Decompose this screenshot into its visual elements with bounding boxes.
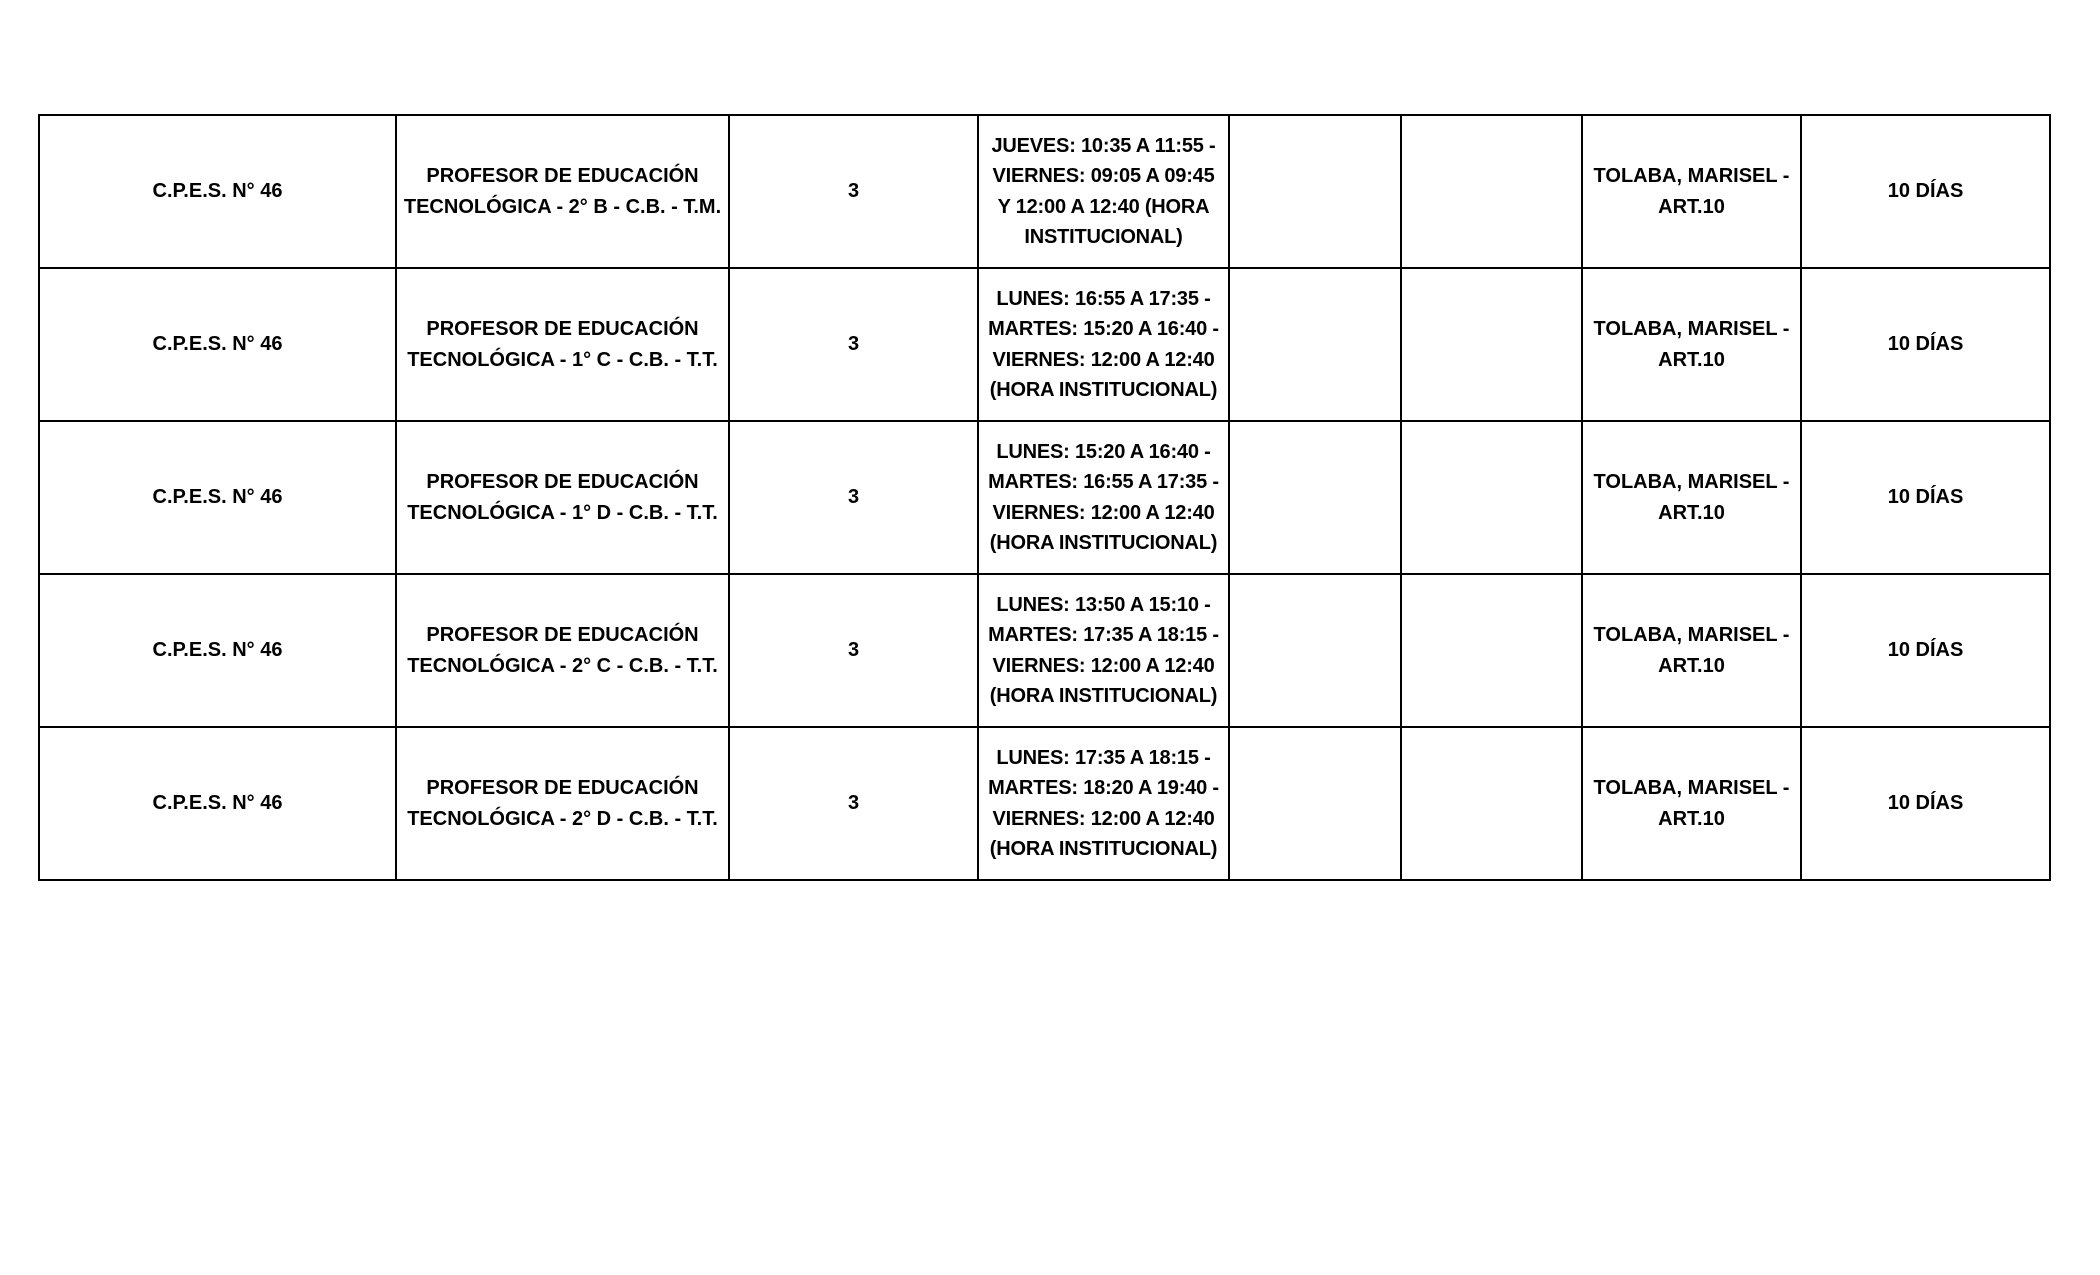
- cell-horario: JUEVES: 10:35 A 11:55 - VIERNES: 09:05 A 09:45 Y 12:00 A 12:40 (HORA INSTITUCIONAL): [978, 115, 1229, 268]
- cell-duracion: 10 DÍAS: [1801, 421, 2050, 574]
- cell-establecimiento: C.P.E.S. N° 46: [39, 115, 396, 268]
- cell-establecimiento: C.P.E.S. N° 46: [39, 574, 396, 727]
- cell-empty-5: [1229, 268, 1401, 421]
- cell-empty-6: [1401, 421, 1582, 574]
- cell-establecimiento: C.P.E.S. N° 46: [39, 727, 396, 880]
- cell-establecimiento: C.P.E.S. N° 46: [39, 421, 396, 574]
- cell-docente: TOLABA, MARISEL - ART.10: [1582, 268, 1801, 421]
- cell-empty-5: [1229, 574, 1401, 727]
- cell-duracion: 10 DÍAS: [1801, 574, 2050, 727]
- cell-empty-5: [1229, 727, 1401, 880]
- cell-empty-5: [1229, 421, 1401, 574]
- cell-duracion: 10 DÍAS: [1801, 727, 2050, 880]
- cell-duracion: 10 DÍAS: [1801, 268, 2050, 421]
- cell-cargo: PROFESOR DE EDUCACIÓN TECNOLÓGICA - 1° D - C.B. - T.T.: [396, 421, 729, 574]
- cell-horas: 3: [729, 727, 978, 880]
- cell-horario: LUNES: 13:50 A 15:10 - MARTES: 17:35 A 18:15 - VIERNES: 12:00 A 12:40 (HORA INSTITUCIONAL): [978, 574, 1229, 727]
- cell-cargo: PROFESOR DE EDUCACIÓN TECNOLÓGICA - 2° C - C.B. - T.T.: [396, 574, 729, 727]
- cell-horario: LUNES: 17:35 A 18:15 - MARTES: 18:20 A 19:40 - VIERNES: 12:00 A 12:40 (HORA INSTITUCIONAL): [978, 727, 1229, 880]
- cell-docente: TOLABA, MARISEL - ART.10: [1582, 115, 1801, 268]
- cell-cargo: PROFESOR DE EDUCACIÓN TECNOLÓGICA - 2° D - C.B. - T.T.: [396, 727, 729, 880]
- table-row: [39, 115, 2050, 268]
- table-row: [39, 421, 2050, 574]
- cell-horario: LUNES: 15:20 A 16:40 - MARTES: 16:55 A 17:35 - VIERNES: 12:00 A 12:40 (HORA INSTITUCIONAL): [978, 421, 1229, 574]
- cell-empty-6: [1401, 727, 1582, 880]
- cell-empty-5: [1229, 115, 1401, 268]
- cell-cargo: PROFESOR DE EDUCACIÓN TECNOLÓGICA - 2° B - C.B. - T.M.: [396, 115, 729, 268]
- cell-horas: 3: [729, 268, 978, 421]
- cell-duracion: 10 DÍAS: [1801, 115, 2050, 268]
- cell-docente: TOLABA, MARISEL - ART.10: [1582, 421, 1801, 574]
- cell-horas: 3: [729, 115, 978, 268]
- cell-horas: 3: [729, 574, 978, 727]
- table-row: [39, 268, 2050, 421]
- cell-empty-6: [1401, 268, 1582, 421]
- cell-empty-6: [1401, 574, 1582, 727]
- cell-cargo: PROFESOR DE EDUCACIÓN TECNOLÓGICA - 1° C - C.B. - T.T.: [396, 268, 729, 421]
- cell-docente: TOLABA, MARISEL - ART.10: [1582, 574, 1801, 727]
- cell-horario: LUNES: 16:55 A 17:35 - MARTES: 15:20 A 16:40 - VIERNES: 12:00 A 12:40 (HORA INSTITUCIONAL): [978, 268, 1229, 421]
- cell-horas: 3: [729, 421, 978, 574]
- table-row: [39, 727, 2050, 880]
- cell-establecimiento: C.P.E.S. N° 46: [39, 268, 396, 421]
- cell-docente: TOLABA, MARISEL - ART.10: [1582, 727, 1801, 880]
- cell-empty-6: [1401, 115, 1582, 268]
- vacancy-table: [38, 114, 2051, 881]
- table-row: [39, 574, 2050, 727]
